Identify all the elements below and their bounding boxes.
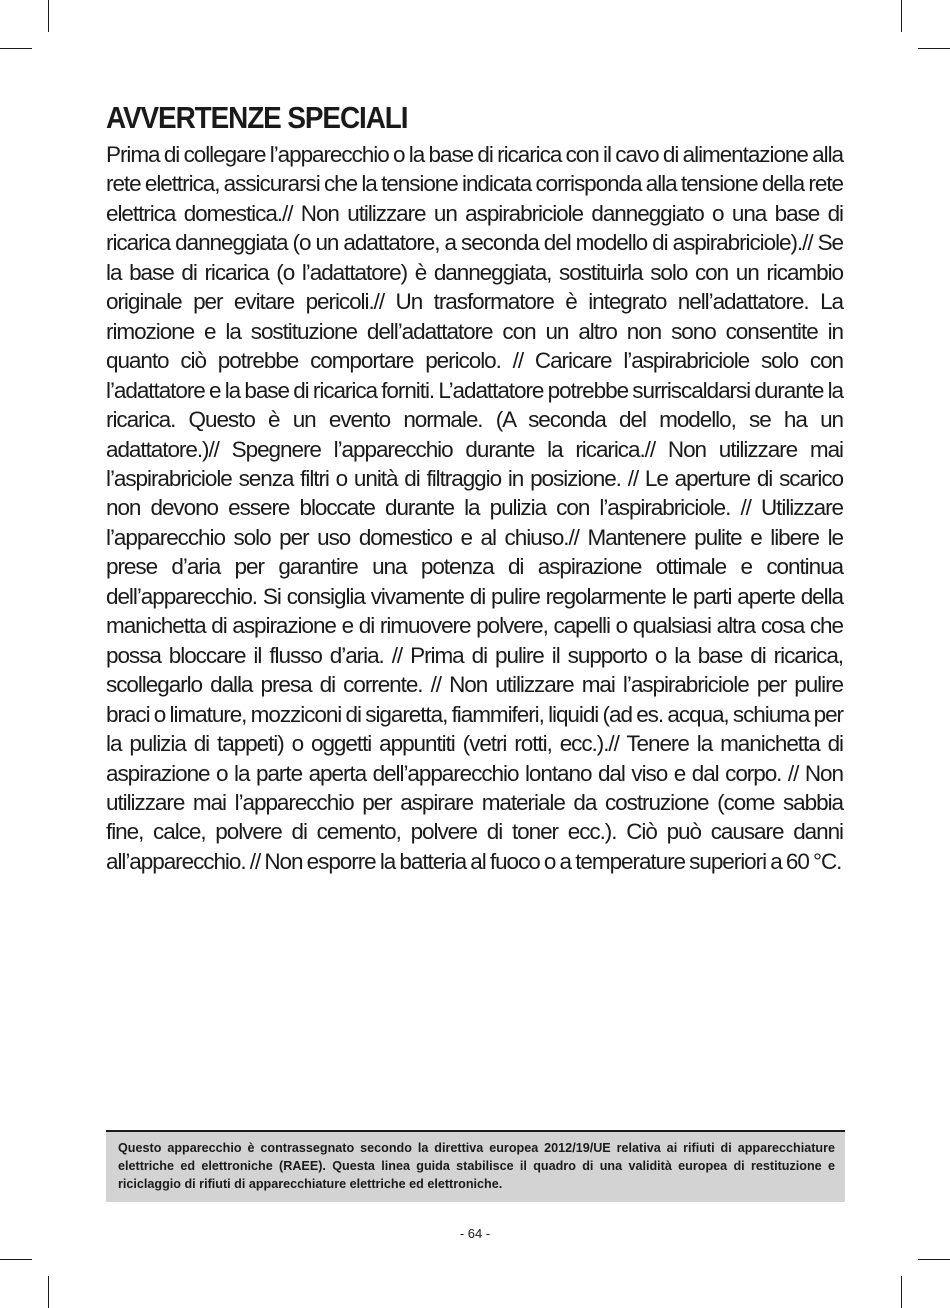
crop-mark-top-left bbox=[0, 48, 32, 49]
crop-mark-top-right bbox=[918, 48, 950, 49]
weee-notice-text: Questo apparecchio è contrassegnato secondo la direttiva europea 2012/19/UE relativa ai rifiuti di apparecchiature elettriche ed elettroniche (RAEE). Questa linea guida stabilisce il quadro di una validità europea di restituzione e riciclaggio di rifiuti di apparecchiature elettriche ed elettroniche. bbox=[118, 1141, 835, 1191]
crop-mark-bottom-right bbox=[918, 1259, 950, 1260]
page-number: - 64 - bbox=[459, 1226, 491, 1241]
weee-notice-box bbox=[106, 1130, 845, 1202]
crop-mark-top-right bbox=[901, 0, 902, 32]
crop-mark-bottom-right bbox=[901, 1276, 902, 1308]
page-title: AVVERTENZE SPECIALI bbox=[106, 100, 408, 135]
warnings-body-text: Prima di collegare l’apparecchio o la base di ricarica con il cavo di alimentazione alla rete elettrica, assicurarsi che la tensione indicata corrisponda alla tensione della rete elettrica domestica.// Non utilizzare un aspirabriciole danneggiato o una base di ricarica danneggiata (o un adattatore, a seconda del modello di aspirabriciole).// Se la base di ricarica (o l’adattatore) è danneggiata, sostituirla solo con un ricambio originale per evitare pericoli.// Un trasformatore è integrato nell’adattatore. La rimozione e la sostituzione dell’adattatore con un altro non sono consentite in quanto ciò potrebbe comportare pericolo. // Caricare l’aspirabriciole solo con l’adattatore e la base di ricarica forniti. L’adattatore potrebbe surriscaldarsi durante la ricarica. Questo è un evento normale. (A seconda del modello, se ha un adattatore.)// Spegnere l’apparecchio durante la ricarica.// Non utilizzare mai l’aspirabriciole senza filtri o unità di filtraggio in posizione. // Le aperture di scarico non devono essere bloccate durante la pulizia con l’aspirabriciole. // Utilizzare l’apparecchio solo per uso domestico e al chiuso.// Mantenere pulite e libere le prese d’aria per garantire una potenza di aspirazione ottimale e continua dell’apparecchio. Si consiglia vivamente di pulire regolarmente le parti aperte della manichetta di aspirazione e di rimuovere polvere, capelli o qualsiasi altra cosa che possa bloccare il flusso d’aria. // Prima di pulire il supporto o la base di ricarica, scollegarlo dalla presa di corrente. // Non utilizzare mai l’aspirabriciole per pulire braci o limature, mozziconi di sigaretta, fiammiferi, liquidi (ad es. acqua, schiuma per la pulizia di tappeti) o oggetti appuntiti (vetri rotti, ecc.).// Tenere la manichetta di aspirazione o la parte aperta dell’apparecchio lontano dal viso e dal corpo. // Non utilizzare mai l’apparecchio per aspirare materiale da costruzione (come sabbia fine, calce, polvere di cemento, polvere di toner ecc.). Ciò può causare danni all’apparecchio. // Non esporre la batteria al fuoco o a temperature superiori a 60 °C. bbox=[106, 142, 843, 874]
crop-mark-top-left bbox=[48, 0, 49, 32]
crop-mark-bottom-left bbox=[48, 1276, 49, 1308]
crop-mark-bottom-left bbox=[0, 1259, 32, 1260]
